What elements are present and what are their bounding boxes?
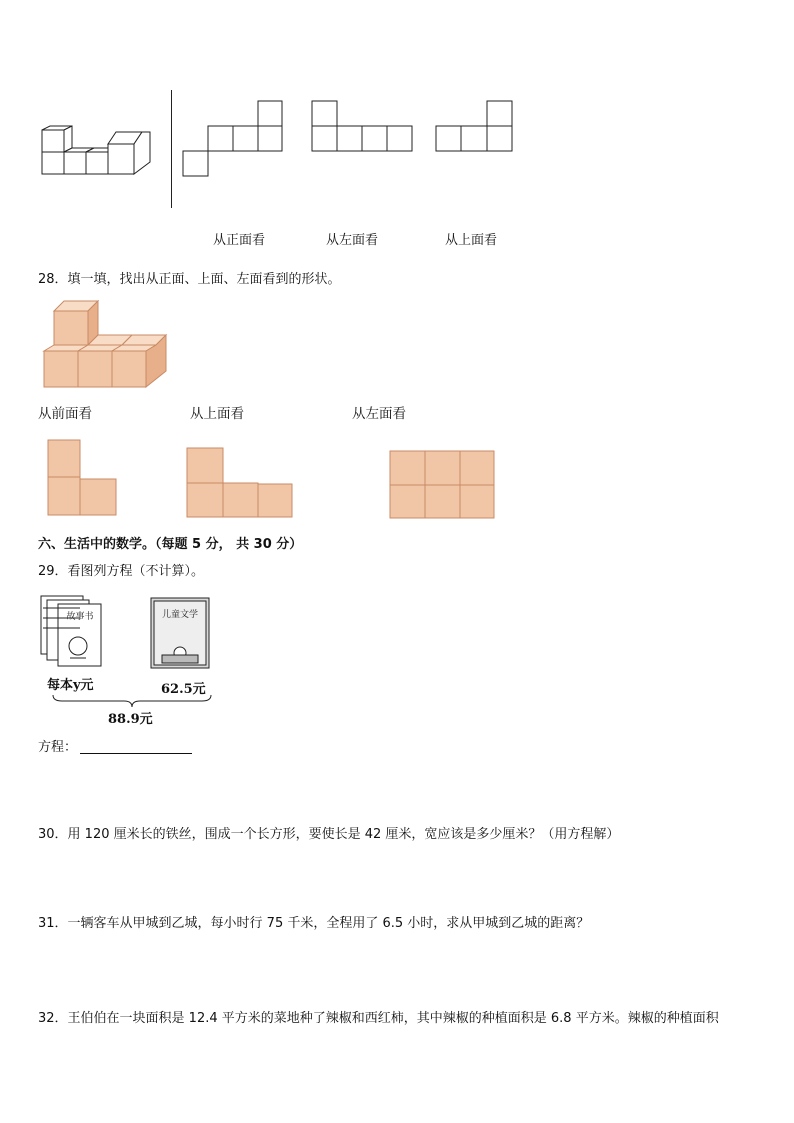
q29-price-each: 每本y元 <box>47 678 94 693</box>
q29-literature-book-illustration <box>150 597 212 671</box>
q29-story-books-illustration <box>40 594 104 670</box>
q27-divider <box>171 90 172 208</box>
q28-label-top: 从上面看 <box>190 406 244 422</box>
q29-question: 29．看图列方程（不计算）。 <box>38 564 205 579</box>
q29-total: 88.9元 <box>108 712 153 727</box>
section-6-heading: 六、生活中的数学。（每题 5 分， 共 30 分） <box>38 537 303 552</box>
q27-cube-structure <box>42 126 162 186</box>
q27-label-front: 从正面看 <box>213 233 266 248</box>
q27-label-top: 从上面看 <box>445 233 498 248</box>
q29-book-title-left: 故事书 <box>66 612 94 622</box>
q27-top-view <box>436 101 514 153</box>
q28-label-front: 从前面看 <box>38 406 92 422</box>
q28-question: 28．填一填，找出从正面、上面、左面看到的形状。 <box>38 272 341 287</box>
q29-answer-label: 方程： <box>38 740 78 755</box>
q27-left-view <box>312 101 414 153</box>
q30-question: 30．用 120 厘米长的铁丝，围成一个长方形，要使长是 42 厘米，宽应该是多少厘米？（用方程解） <box>38 827 620 842</box>
q27-label-left: 从左面看 <box>326 233 379 248</box>
q28-top-view <box>186 447 294 519</box>
q28-label-left: 从左面看 <box>352 406 406 422</box>
q31-question: 31．一辆客车从甲城到乙城，每小时行 75 千米，全程用了 6.5 小时，求从甲城到乙城的距离？ <box>38 916 590 931</box>
q29-price-right: 62.5元 <box>161 682 206 697</box>
q29-answer-line[interactable] <box>80 753 192 754</box>
q28-left-view <box>389 450 497 520</box>
q27-front-view <box>183 101 283 177</box>
q32-question: 32．王伯伯在一块面积是 12.4 平方米的菜地种了辣椒和西红柿，其中辣椒的种植面积是 6.8 平方米。辣椒的种植面积 <box>38 1011 719 1026</box>
q28-front-view <box>47 439 119 519</box>
q29-total-brace <box>52 694 212 708</box>
q28-cube-structure <box>44 299 172 391</box>
q29-book-title-right: 儿童文学 <box>161 610 199 620</box>
